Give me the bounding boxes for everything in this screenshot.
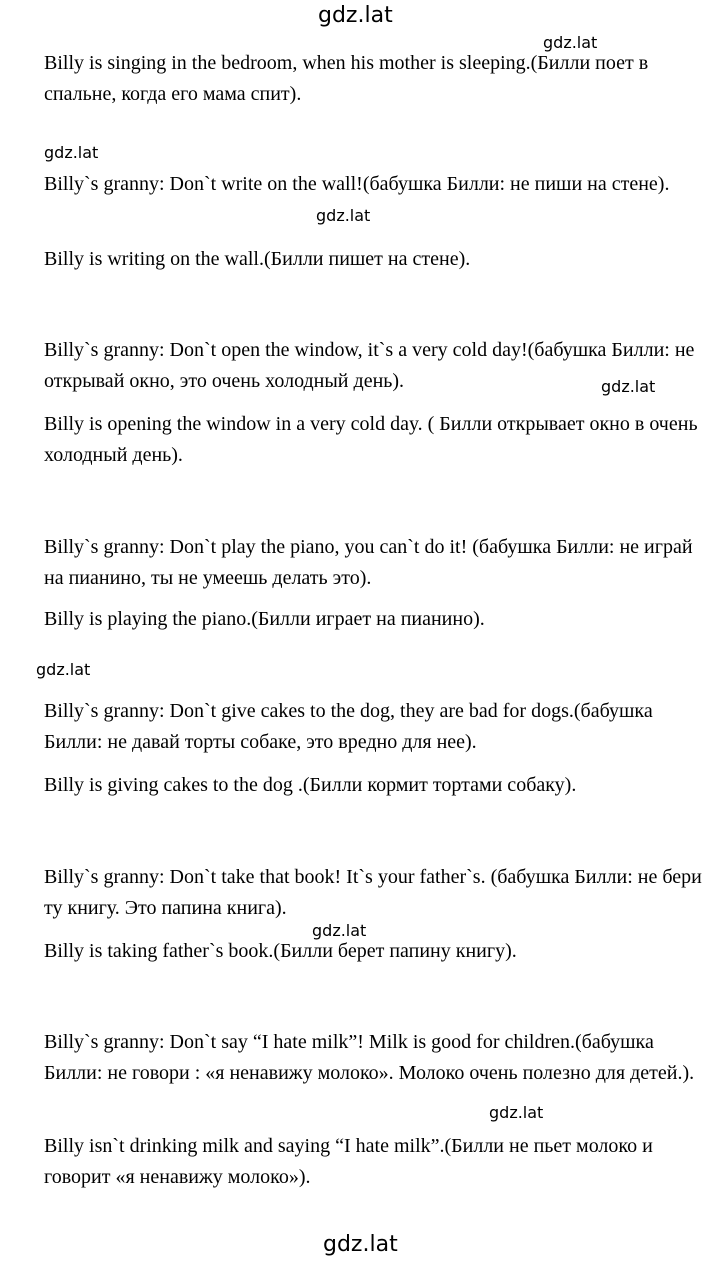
paragraph-6: Billy`s granny: Don`t play the piano, you can`t do it! (бабушка Билли: не играй на пианино, ты не умеешь делать это). [44,536,693,589]
watermark: gdz.lat [543,33,598,52]
watermark-bottom: gdz.lat [323,1232,398,1257]
paragraph-4: Billy`s granny: Don`t open the window, it`s a very cold day!(бабушка Билли: не открывай окно, это очень холодный день). [44,339,695,392]
watermark-top: gdz.lat [318,3,393,28]
watermark: gdz.lat [316,206,371,225]
watermark: gdz.lat [489,1103,544,1122]
paragraph-11: Billy is taking father`s book.(Билли берет папину книгу). [44,940,517,962]
paragraph-8: Billy`s granny: Don`t give cakes to the dog, they are bad for dogs.(бабушка Билли: не давай торты собаке, это вредно для нее). [44,700,653,753]
paragraph-1: Billy is singing in the bedroom, when his mother is sleeping.(Билли поет в спальне, когда его мама спит). [44,52,649,105]
watermark: gdz.lat [601,377,656,396]
paragraph-3: Billy is writing on the wall.(Билли пишет на стене). [44,248,471,270]
watermark: gdz.lat [36,660,91,679]
paragraph-7: Billy is playing the piano.(Билли играет на пианино). [44,608,485,630]
paragraph-5: Billy is opening the window in a very cold day. ( Билли открывает окно в очень холодный день). [44,413,698,466]
paragraph-10: Billy`s granny: Don`t take that book! It`s your father`s. (бабушка Билли: не бери ту книгу. Это папина книга). [44,866,702,919]
paragraph-2: Billy`s granny: Don`t write on the wall!(бабушка Билли: не пиши на стене). [44,173,670,195]
paragraph-9: Billy is giving cakes to the dog .(Билли кормит тортами собаку). [44,774,577,796]
watermark: gdz.lat [44,143,99,162]
watermark: gdz.lat [312,921,367,940]
paragraph-13: Billy isn`t drinking milk and saying “I hate milk”.(Билли не пьет молоко и говорит «я ненавижу молоко»). [44,1135,653,1188]
paragraph-12: Billy`s granny: Don`t say “I hate milk”! Milk is good for children.(бабушка Билли: не говори : «я ненавижу молоко». Молоко очень полезно для детей.). [44,1031,695,1084]
